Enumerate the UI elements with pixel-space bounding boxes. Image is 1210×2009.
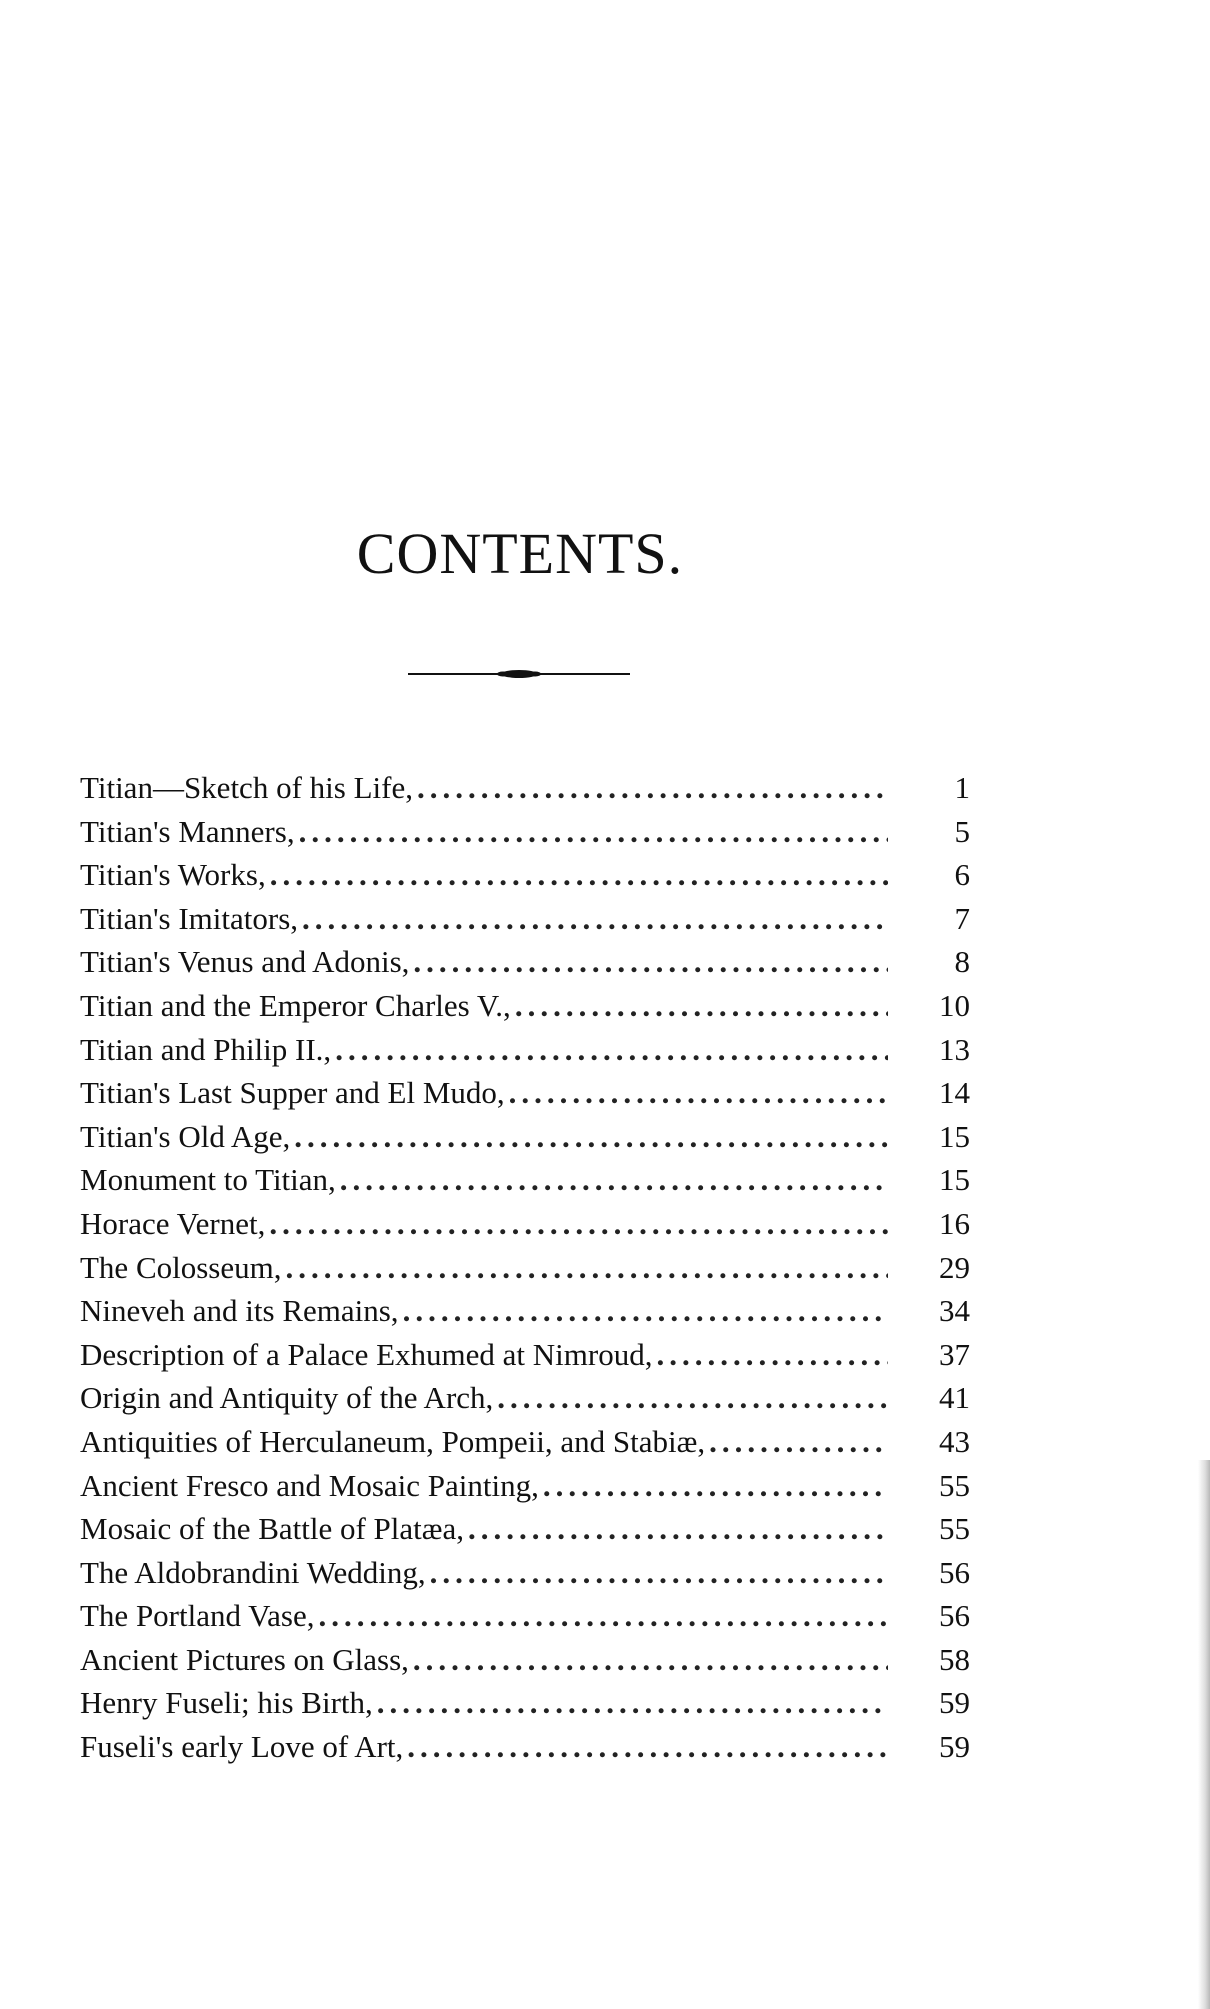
- toc-entry-title: Titian's Last Supper and El Mudo,: [80, 1075, 505, 1111]
- toc-entry-title: Ancient Pictures on Glass,: [80, 1641, 409, 1677]
- dot-leader: [497, 1380, 888, 1416]
- toc-entry-page-number: 55: [939, 1467, 970, 1503]
- toc-entry-title: Fuseli's early Love of Art,: [80, 1729, 404, 1765]
- dot-leader: [302, 901, 888, 937]
- toc-entry-title: Horace Vernet,: [80, 1205, 266, 1241]
- toc-entry-page-number: 7: [954, 900, 970, 936]
- toc-entry: [80, 1380, 970, 1424]
- toc-entry: [80, 901, 970, 945]
- dot-leader: [413, 1642, 888, 1678]
- toc-entry-title: Titian's Old Age,: [80, 1118, 291, 1154]
- dot-leader: [377, 1685, 888, 1721]
- dot-leader: [318, 1598, 888, 1634]
- toc-entry: [80, 770, 970, 814]
- toc-entry-title: Titian's Venus and Adonis,: [80, 944, 410, 980]
- dot-leader: [335, 1032, 888, 1068]
- toc-entry: [80, 1468, 970, 1512]
- toc-entry-page-number: 8: [954, 944, 970, 980]
- dot-leader: [269, 1206, 888, 1242]
- toc-entry-page-number: 58: [939, 1641, 970, 1677]
- toc-entry-title: Titian's Manners,: [80, 813, 295, 849]
- dot-leader: [709, 1424, 888, 1460]
- toc-entry-page-number: 56: [939, 1598, 970, 1634]
- toc-entry-page-number: 59: [939, 1685, 970, 1721]
- toc-entry-page-number: 37: [939, 1336, 970, 1372]
- contents-list: [80, 770, 970, 1773]
- toc-entry: [80, 988, 970, 1032]
- dot-leader: [543, 1468, 888, 1504]
- toc-entry-title: The Colosseum,: [80, 1249, 282, 1285]
- dot-leader: [656, 1337, 888, 1373]
- toc-entry: [80, 1250, 970, 1294]
- dot-leader: [468, 1511, 888, 1547]
- dot-leader: [294, 1119, 888, 1155]
- toc-entry: [80, 1162, 970, 1206]
- toc-entry: [80, 1119, 970, 1163]
- toc-entry: [80, 857, 970, 901]
- toc-entry-title: Titian and Philip II.,: [80, 1031, 332, 1067]
- toc-entry: [80, 1206, 970, 1250]
- toc-entry: [80, 1598, 970, 1642]
- toc-entry-page-number: 10: [939, 987, 970, 1023]
- toc-entry-page-number: 6: [954, 857, 970, 893]
- toc-entry-title: The Aldobrandini Wedding,: [80, 1554, 426, 1590]
- toc-entry-page-number: 55: [939, 1511, 970, 1547]
- toc-entry: [80, 1729, 970, 1773]
- toc-entry-page-number: 16: [939, 1205, 970, 1241]
- toc-entry: [80, 1032, 970, 1076]
- toc-entry: [80, 1642, 970, 1686]
- dot-leader: [407, 1729, 888, 1765]
- toc-entry: [80, 1075, 970, 1119]
- toc-entry: [80, 1337, 970, 1381]
- toc-entry-title: Mosaic of the Battle of Platæa,: [80, 1511, 464, 1547]
- toc-entry-page-number: 5: [954, 813, 970, 849]
- page-title: CONTENTS.: [356, 521, 684, 586]
- toc-entry: [80, 1685, 970, 1729]
- toc-entry-title: Ancient Fresco and Mosaic Painting,: [80, 1467, 539, 1503]
- toc-entry-title: The Portland Vase,: [80, 1598, 315, 1634]
- toc-entry: [80, 1555, 970, 1599]
- toc-entry-title: Titian—Sketch of his Life,: [80, 770, 413, 805]
- toc-entry-title: Nineveh and its Remains,: [80, 1293, 399, 1329]
- toc-entry-page-number: 1: [954, 770, 970, 805]
- dot-leader: [430, 1555, 888, 1591]
- toc-entry-title: Description of a Palace Exhumed at Nimroud,: [80, 1336, 653, 1372]
- toc-entry-title: Henry Fuseli; his Birth,: [80, 1685, 373, 1721]
- toc-entry-page-number: 43: [939, 1423, 970, 1459]
- toc-entry: [80, 814, 970, 858]
- dot-leader: [340, 1162, 888, 1198]
- toc-entry-title: Titian and the Emperor Charles V.,: [80, 987, 511, 1023]
- toc-entry: [80, 944, 970, 988]
- toc-entry-page-number: 34: [939, 1293, 970, 1329]
- dot-leader: [403, 1293, 888, 1329]
- toc-entry-page-number: 29: [939, 1249, 970, 1285]
- toc-entry-page-number: 14: [939, 1075, 970, 1111]
- toc-entry-title: Antiquities of Herculaneum, Pompeii, and Stabiæ,: [80, 1423, 706, 1459]
- dot-leader: [515, 988, 888, 1024]
- dot-leader: [509, 1075, 888, 1111]
- toc-entry: [80, 1424, 970, 1468]
- toc-entry-page-number: 56: [939, 1554, 970, 1590]
- toc-entry: [80, 1293, 970, 1337]
- toc-entry-title: Titian's Imitators,: [80, 900, 299, 936]
- dot-leader: [286, 1250, 889, 1286]
- page-edge-shadow: [1198, 1460, 1210, 2009]
- toc-entry-page-number: 15: [939, 1118, 970, 1154]
- toc-entry: [80, 1511, 970, 1555]
- toc-entry-page-number: 15: [939, 1162, 970, 1198]
- toc-entry-page-number: 13: [939, 1031, 970, 1067]
- dot-leader: [270, 857, 888, 893]
- toc-entry-page-number: 59: [939, 1729, 970, 1765]
- rule-ornament-icon: [408, 666, 630, 682]
- toc-entry-title: Origin and Antiquity of the Arch,: [80, 1380, 494, 1416]
- toc-entry-page-number: 41: [939, 1380, 970, 1416]
- toc-entry-title: Monument to Titian,: [80, 1162, 336, 1198]
- dot-leader: [413, 944, 888, 980]
- dot-leader: [299, 814, 888, 850]
- dot-leader: [417, 770, 888, 806]
- toc-entry-title: Titian's Works,: [80, 857, 266, 893]
